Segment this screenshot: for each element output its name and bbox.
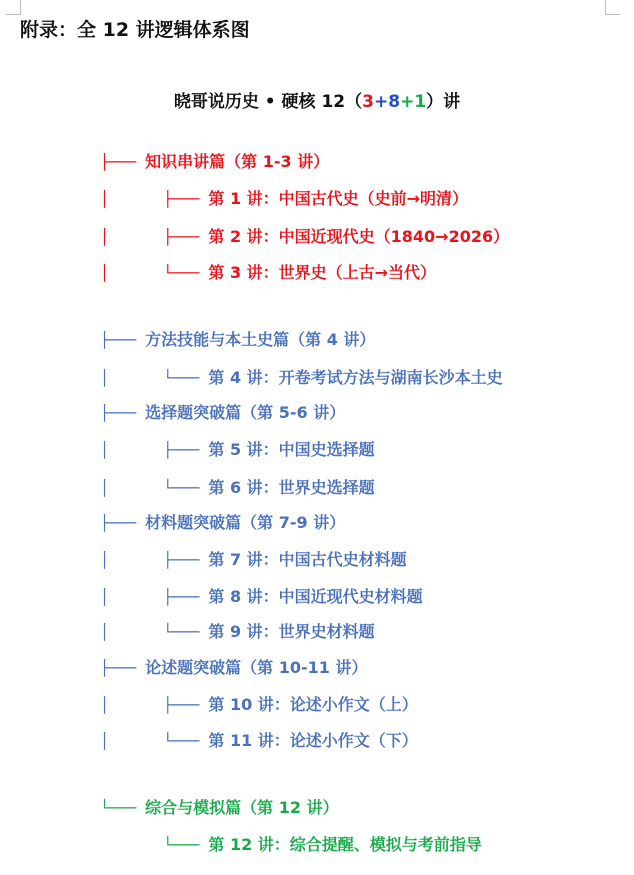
tree-branch-connector: ├─── [100,659,146,677]
tree-node [100,368,503,388]
tree-node [100,227,509,247]
document-title-plus-2: + [400,92,415,112]
document-title-count-knowledge: 3 [362,92,374,112]
tree-node-label: 第 8 讲：中国近现代史材料题 [208,587,423,606]
tree-node-label: 论述题突破篇（第 10-11 讲） [145,658,368,677]
tree-branch-connector: │ └─── [100,479,209,497]
tree-branch-connector: │ └─── [100,369,209,387]
tree-node-label: 第 4 讲：开卷考试方法与湖南长沙本土史 [208,368,503,387]
tree-branch-connector: │ ├─── [100,696,209,714]
tree-branch-connector: │ ├─── [100,441,209,459]
document-title-plus-1: + [373,92,389,112]
tree-node-label: 第 2 讲：中国近现代史（1840→2026） [208,227,510,246]
tree-branch-connector: ├─── [100,153,146,171]
tree-node [100,403,345,423]
tree-node [100,330,375,350]
document-title-count-comprehensive: 1 [414,92,427,112]
tree-branch-connector: │ ├─── [100,551,209,569]
tree-node-label: 第 9 讲：世界史材料题 [208,622,375,641]
tree-branch-connector: │ ├─── [100,190,209,208]
tree-node-label: 第 7 讲：中国古代史材料题 [208,550,407,569]
tree-node [100,513,345,533]
appendix-title: 附录：全 12 讲逻辑体系图 [20,19,250,41]
tree-branch-connector: └─── [100,836,209,854]
tree-node [100,189,468,209]
tree-node [100,658,367,678]
tree-node-label: 综合与模拟篇（第 12 讲） [145,798,339,817]
tree-node [100,440,375,460]
tree-branch-connector: │ ├─── [100,588,209,606]
tree-node [100,731,418,751]
tree-node [100,263,436,283]
tree-node-label: 方法技能与本土史篇（第 4 讲） [145,330,376,349]
tree-branch-connector: └─── [100,799,146,817]
tree-node [100,550,407,570]
tree-node-label: 选择题突破篇（第 5-6 讲） [145,403,346,422]
tree-branch-connector: │ └─── [100,623,209,641]
tree-node-label: 第 11 讲：论述小作文（下） [208,731,418,750]
tree-branch-connector: ├─── [100,331,146,349]
document-title-count-method: 8 [388,92,401,112]
tree-node [100,478,375,498]
tree-branch-connector: ├─── [100,404,146,422]
tree-node-label: 知识串讲篇（第 1-3 讲） [145,152,330,171]
tree-node-label: 第 3 讲：世界史（上古→当代） [208,263,437,282]
tree-branch-connector: │ └─── [100,732,209,750]
tree-node-label: 第 10 讲：论述小作文（上） [208,695,418,714]
tree-branch-connector: │ ├─── [100,228,209,246]
tree-node [100,695,418,715]
tree-node-label: 第 6 讲：世界史选择题 [208,478,375,497]
tree-node-label: 第 12 讲：综合提醒、模拟与考前指导 [208,835,482,854]
document-title-suffix: ）讲 [426,92,461,112]
tree-branch-connector: ├─── [100,514,146,532]
tree-node [100,622,375,642]
tree-branch-connector: │ └─── [100,264,209,282]
tree-node-label: 第 1 讲：中国古代史（史前→明清） [208,189,469,208]
tree-node-label: 材料题突破篇（第 7-9 讲） [145,513,346,532]
tree-node-label: 第 5 讲：中国史选择题 [208,440,375,459]
document-title-prefix: 晓哥说历史 • 硬核 12（ [173,92,363,112]
tree-node [100,798,339,818]
tree-node [100,835,482,855]
tree-node [100,152,329,172]
tree-node [100,587,423,607]
